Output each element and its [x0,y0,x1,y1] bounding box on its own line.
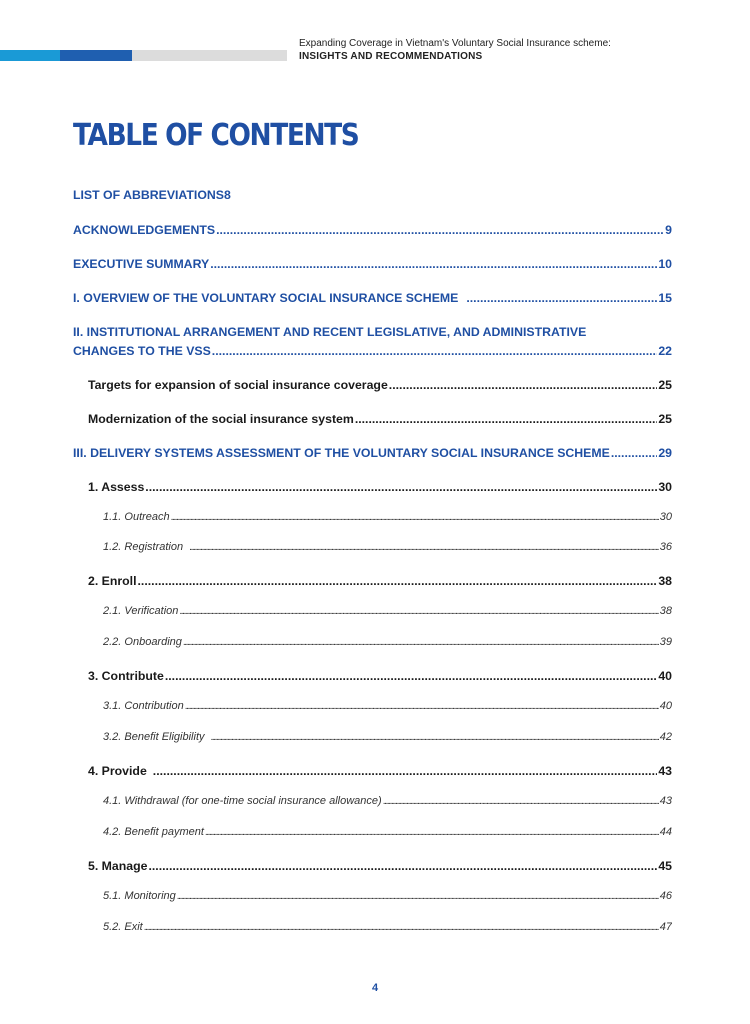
toc-entry-registration[interactable] [103,541,672,553]
toc-entry-label-line1: II. INSTITUTIONAL ARRANGEMENT AND RECENT LEGISLATIVE, AND ADMINISTRATIVE [73,325,587,339]
toc-entry-label: 3. Contribute [88,669,164,683]
toc-entry-label-line2: CHANGES TO THE VSS [73,344,211,358]
toc-entry-contribute[interactable] [88,669,672,683]
toc-entry-modernization[interactable] [88,412,672,426]
toc-entry-label: 5.1. Monitoring [103,890,176,902]
toc-page-number: 30 [659,511,672,523]
running-header-subtitle: INSIGHTS AND RECOMMENDATIONS [299,51,483,62]
toc-leader-dots [383,796,659,807]
toc-entry-institutional-arrangement[interactable] [73,325,672,358]
toc-entry-label: ACKNOWLEDGEMENTS [73,223,216,237]
toc-entry-label: 2. Enroll [88,574,137,588]
toc-leader-dots [211,732,659,743]
toc-leader-dots [355,412,658,426]
toc-entry-label: 1. Assess [88,480,145,494]
toc-entry-executive-summary[interactable] [73,257,672,271]
toc-leader-dots [153,764,658,778]
toc-entry-delivery-systems[interactable] [73,446,672,460]
toc-entry-label: 3.2. Benefit Eligibility [103,731,205,743]
toc-leader-dots [179,606,658,617]
toc-page-number: 44 [659,826,672,838]
toc-entry-label: Targets for expansion of social insurance coverage [88,378,388,392]
toc-entry-label: 2.1. Verification [103,605,179,617]
toc-leader-dots [189,542,659,553]
toc-entry-label: 4.2. Benefit payment [103,826,204,838]
toc-leader-dots [205,827,659,838]
toc-page-number: 29 [658,446,672,460]
toc-entry-label: LIST OF ABBREVIATIONS8 [73,188,231,202]
toc-page-number: 47 [659,921,672,933]
toc-entry-onboarding[interactable] [103,636,672,648]
toc-leader-dots [216,223,664,237]
toc-entry-label: 3.1. Contribution [103,700,184,712]
toc-entry-provide[interactable] [88,764,672,778]
toc-entry-label: III. DELIVERY SYSTEMS ASSESSMENT OF THE VOLUNTARY SOCIAL INSURANCE SCHEME [73,446,610,460]
toc-entry-label: 2.2. Onboarding [103,636,182,648]
toc-page-number: 40 [658,669,672,683]
toc-page-number: 10 [658,257,672,271]
toc-entry-label: Modernization of the social insurance system [88,412,354,426]
toc-page-number: 25 [658,412,672,426]
toc-entry-label: 1.1. Outreach [103,511,170,523]
toc-entry-label: 1.2. Registration [103,541,184,553]
toc-entry-exit[interactable] [103,921,672,933]
toc-entry-outreach[interactable] [103,511,672,523]
toc-page-number: 30 [658,480,672,494]
toc-entry-verification[interactable] [103,605,672,617]
toc-entry-label: EXECUTIVE SUMMARY [73,257,210,271]
toc-leader-dots [165,669,657,683]
table-of-contents [73,0,672,1024]
toc-entry-overview[interactable] [73,291,672,305]
toc-page-number: 40 [659,700,672,712]
toc-entry-benefit-payment[interactable] [103,826,672,838]
toc-leader-dots [185,701,659,712]
toc-leader-dots [466,291,657,305]
toc-leader-dots [138,574,658,588]
toc-entry-label: 4. Provide [88,764,147,778]
toc-page-number: 15 [658,291,672,305]
page-title: TABLE OF CONTENTS [73,118,359,153]
toc-leader-dots [611,446,658,460]
toc-entry-abbreviations[interactable] [73,188,672,202]
toc-leader-dots [210,257,657,271]
toc-leader-dots [183,637,659,648]
toc-entry-label: 5.2. Exit [103,921,143,933]
toc-entry-withdrawal[interactable] [103,795,672,807]
toc-entry-label: 5. Manage [88,859,148,873]
toc-entry-monitoring[interactable] [103,890,672,902]
toc-entry-label: 4.1. Withdrawal (for one-time social insurance allowance) [103,795,382,807]
toc-entry-manage[interactable] [88,859,672,873]
toc-page-number: 22 [658,344,672,358]
toc-page-number: 45 [658,859,672,873]
toc-page-number: 38 [658,574,672,588]
toc-leader-dots [144,922,659,933]
page-number: 4 [371,982,379,994]
toc-leader-dots [145,480,657,494]
toc-leader-dots [148,859,657,873]
toc-entry-contribution[interactable] [103,700,672,712]
toc-page-number: 25 [658,378,672,392]
toc-page-number: 38 [659,605,672,617]
running-header-title: Expanding Coverage in Vietnam's Voluntary Social Insurance scheme: [299,38,611,49]
toc-entry-benefit-eligibility[interactable] [103,731,672,743]
toc-entry-enroll[interactable] [88,574,672,588]
header-accent-bar-light [0,50,60,61]
toc-page-number: 43 [658,764,672,778]
toc-leader-dots [177,891,659,902]
toc-leader-dots [212,344,658,358]
toc-page-number: 42 [659,731,672,743]
toc-entry-targets[interactable] [88,378,672,392]
toc-page-number: 36 [659,541,672,553]
toc-entry-assess[interactable] [88,480,672,494]
toc-page-number: 39 [659,636,672,648]
toc-page-number: 9 [665,223,672,237]
toc-page-number: 43 [659,795,672,807]
toc-leader-dots [389,378,658,392]
toc-entry-label: I. OVERVIEW OF THE VOLUNTARY SOCIAL INSURANCE SCHEME [73,291,459,305]
toc-page-number: 46 [659,890,672,902]
toc-entry-acknowledgements[interactable] [73,223,672,237]
toc-leader-dots [171,512,659,523]
